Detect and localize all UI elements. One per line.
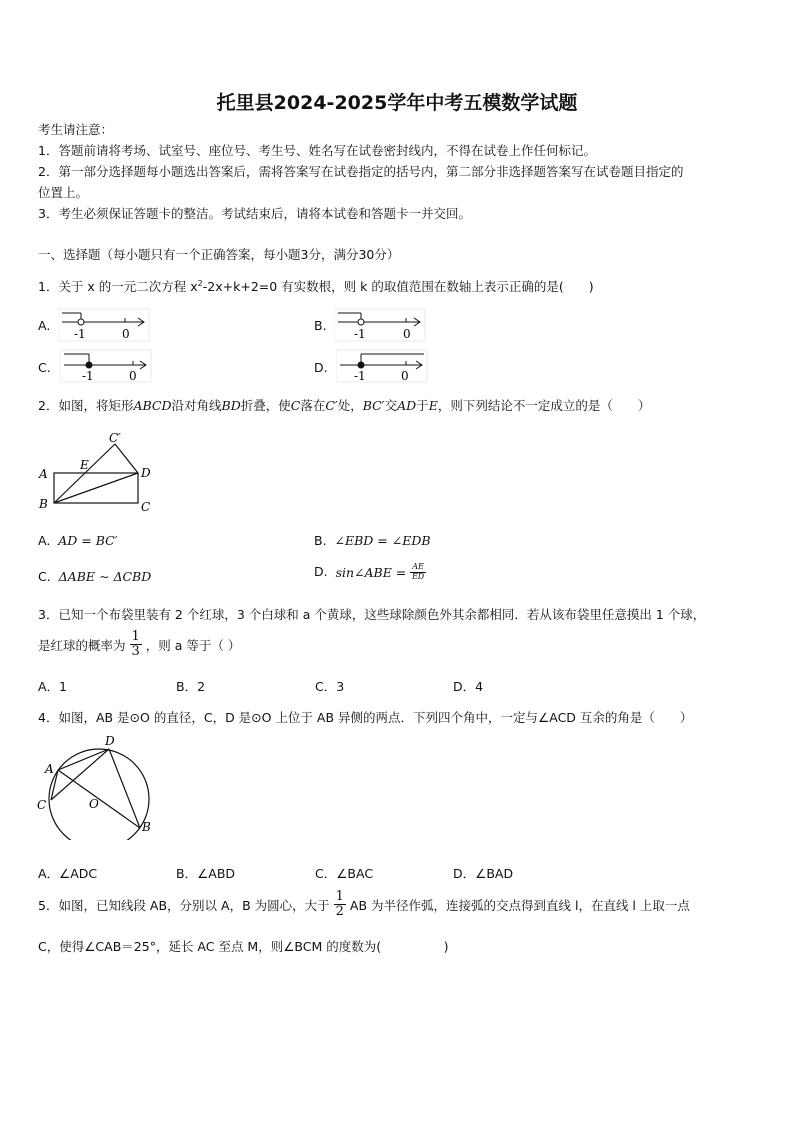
- q3-option-c[interactable]: C．3: [315, 679, 345, 694]
- q1-c-tick-m1: -1: [82, 369, 94, 383]
- q4-label-b: B: [142, 820, 151, 834]
- q2-label-e: E: [80, 458, 89, 472]
- q1-option-b-label[interactable]: B.: [314, 318, 327, 333]
- q2-rectangle-figure: [34, 428, 164, 520]
- q2-option-a[interactable]: A. AD = BC′: [38, 533, 118, 548]
- q4-label-a: A: [45, 762, 54, 776]
- q4-option-b[interactable]: B．∠ABD: [176, 866, 236, 881]
- q1-c-tick-0: 0: [129, 369, 137, 383]
- q4-label-d: D: [105, 734, 115, 748]
- q3-stem-line2: 是红球的概率为 $\frac{1}{3}$ ，则 a 等于（ ）: [38, 629, 241, 660]
- page-title: 托里县2024-2025学年中考五模数学试题: [216, 92, 578, 114]
- q3-option-a[interactable]: A．1: [38, 679, 68, 694]
- notes-item-2-cont: 位置上。: [38, 185, 89, 200]
- q1-d-tick-m1: -1: [354, 369, 366, 383]
- q4-label-c: C: [37, 798, 47, 812]
- q3-stem-line1: 3．已知一个布袋里装有 2 个红球，3 个白球和 a 个黄球，这些球除颜色外其余都相同．若从该布袋里任意摸出 1 个球，: [38, 607, 706, 622]
- q2-option-d[interactable]: D. sin∠ABE = $\frac{AE}{ED}$: [314, 562, 425, 581]
- q1-option-a-numberline[interactable]: [58, 308, 150, 342]
- q1-b-tick-0: 0: [403, 327, 411, 341]
- q1-option-b-numberline[interactable]: [334, 308, 426, 342]
- q4-option-a[interactable]: A．∠ADC: [38, 866, 98, 881]
- q1-stem: 1．关于 x 的一元二次方程 $x^2-2x+k+2=0$ 有实数根，则 k 的取值范围在数轴上表示正确的是( ): [38, 278, 594, 294]
- q4-label-o: O: [89, 797, 99, 811]
- q2-label-b: B: [39, 497, 48, 511]
- q2-option-c[interactable]: C. ΔABE ∼ ΔCBD: [38, 569, 152, 584]
- q1-option-c-numberline[interactable]: [60, 349, 152, 383]
- notes-item-3: 3．考生必须保证答题卡的整洁。考试结束后，请将本试卷和答题卡一并交回。: [38, 206, 471, 221]
- q2-label-c: C: [141, 500, 151, 514]
- q5-stem-line2: C，使得∠CAB＝25°，延长 AC 至点 M，则∠BCM 的度数为( ): [38, 939, 449, 954]
- q2-label-c1: C′: [109, 431, 121, 445]
- q1-option-d-label[interactable]: D.: [314, 360, 328, 375]
- q2-label-a: A: [39, 467, 48, 481]
- q1-a-tick-m1: -1: [74, 327, 86, 341]
- q1-d-tick-0: 0: [401, 369, 409, 383]
- q1-option-a-label[interactable]: A.: [38, 318, 51, 333]
- q4-option-d[interactable]: D．∠BAD: [453, 866, 514, 881]
- q3-option-b[interactable]: B．2: [176, 679, 206, 694]
- q2-option-b[interactable]: B. ∠EBD = ∠EDB: [314, 533, 431, 548]
- q4-stem: 4．如图，AB 是⊙O 的直径，C，D 是⊙O 上位于 AB 异侧的两点．下列四个角中，一定与∠ACD 互余的角是（ ）: [38, 710, 693, 725]
- notes-item-2: 2．第一部分选择题每小题选出答案后，需将答案写在试卷指定的括号内，第二部分非选择题答案写在试卷题目指定的: [38, 164, 684, 179]
- section-heading: 一、选择题（每小题只有一个正确答案，每小题3分，满分30分）: [38, 247, 400, 262]
- notes-item-1: 1．答题前请将考场、试室号、座位号、考生号、姓名写在试卷密封线内，不得在试卷上作任何标记。: [38, 143, 596, 158]
- q5-stem-line1: 5．如图，已知线段 AB，分别以 A，B 为圆心，大于 $\frac{1}{2}$ AB 为半径作弧，连接弧的交点得到直线 l，在直线 l 上取一点: [38, 889, 690, 920]
- q1-option-d-numberline[interactable]: [336, 349, 428, 383]
- q4-option-c[interactable]: C．∠BAC: [315, 866, 374, 881]
- q1-a-tick-0: 0: [122, 327, 130, 341]
- q3-option-d[interactable]: D．4: [453, 679, 484, 694]
- q2-label-d: D: [141, 466, 151, 480]
- q1-b-tick-m1: -1: [354, 327, 366, 341]
- q1-option-c-label[interactable]: C.: [38, 360, 51, 375]
- q2-stem: 2．如图，将矩形ABCD沿对角线BD折叠，使C落在C′处，BC′交AD于E，则下列结论不一定成立的是（ ）: [38, 398, 651, 413]
- q4-circle-figure: [30, 732, 160, 840]
- notes-header: 考生请注意：: [38, 122, 114, 137]
